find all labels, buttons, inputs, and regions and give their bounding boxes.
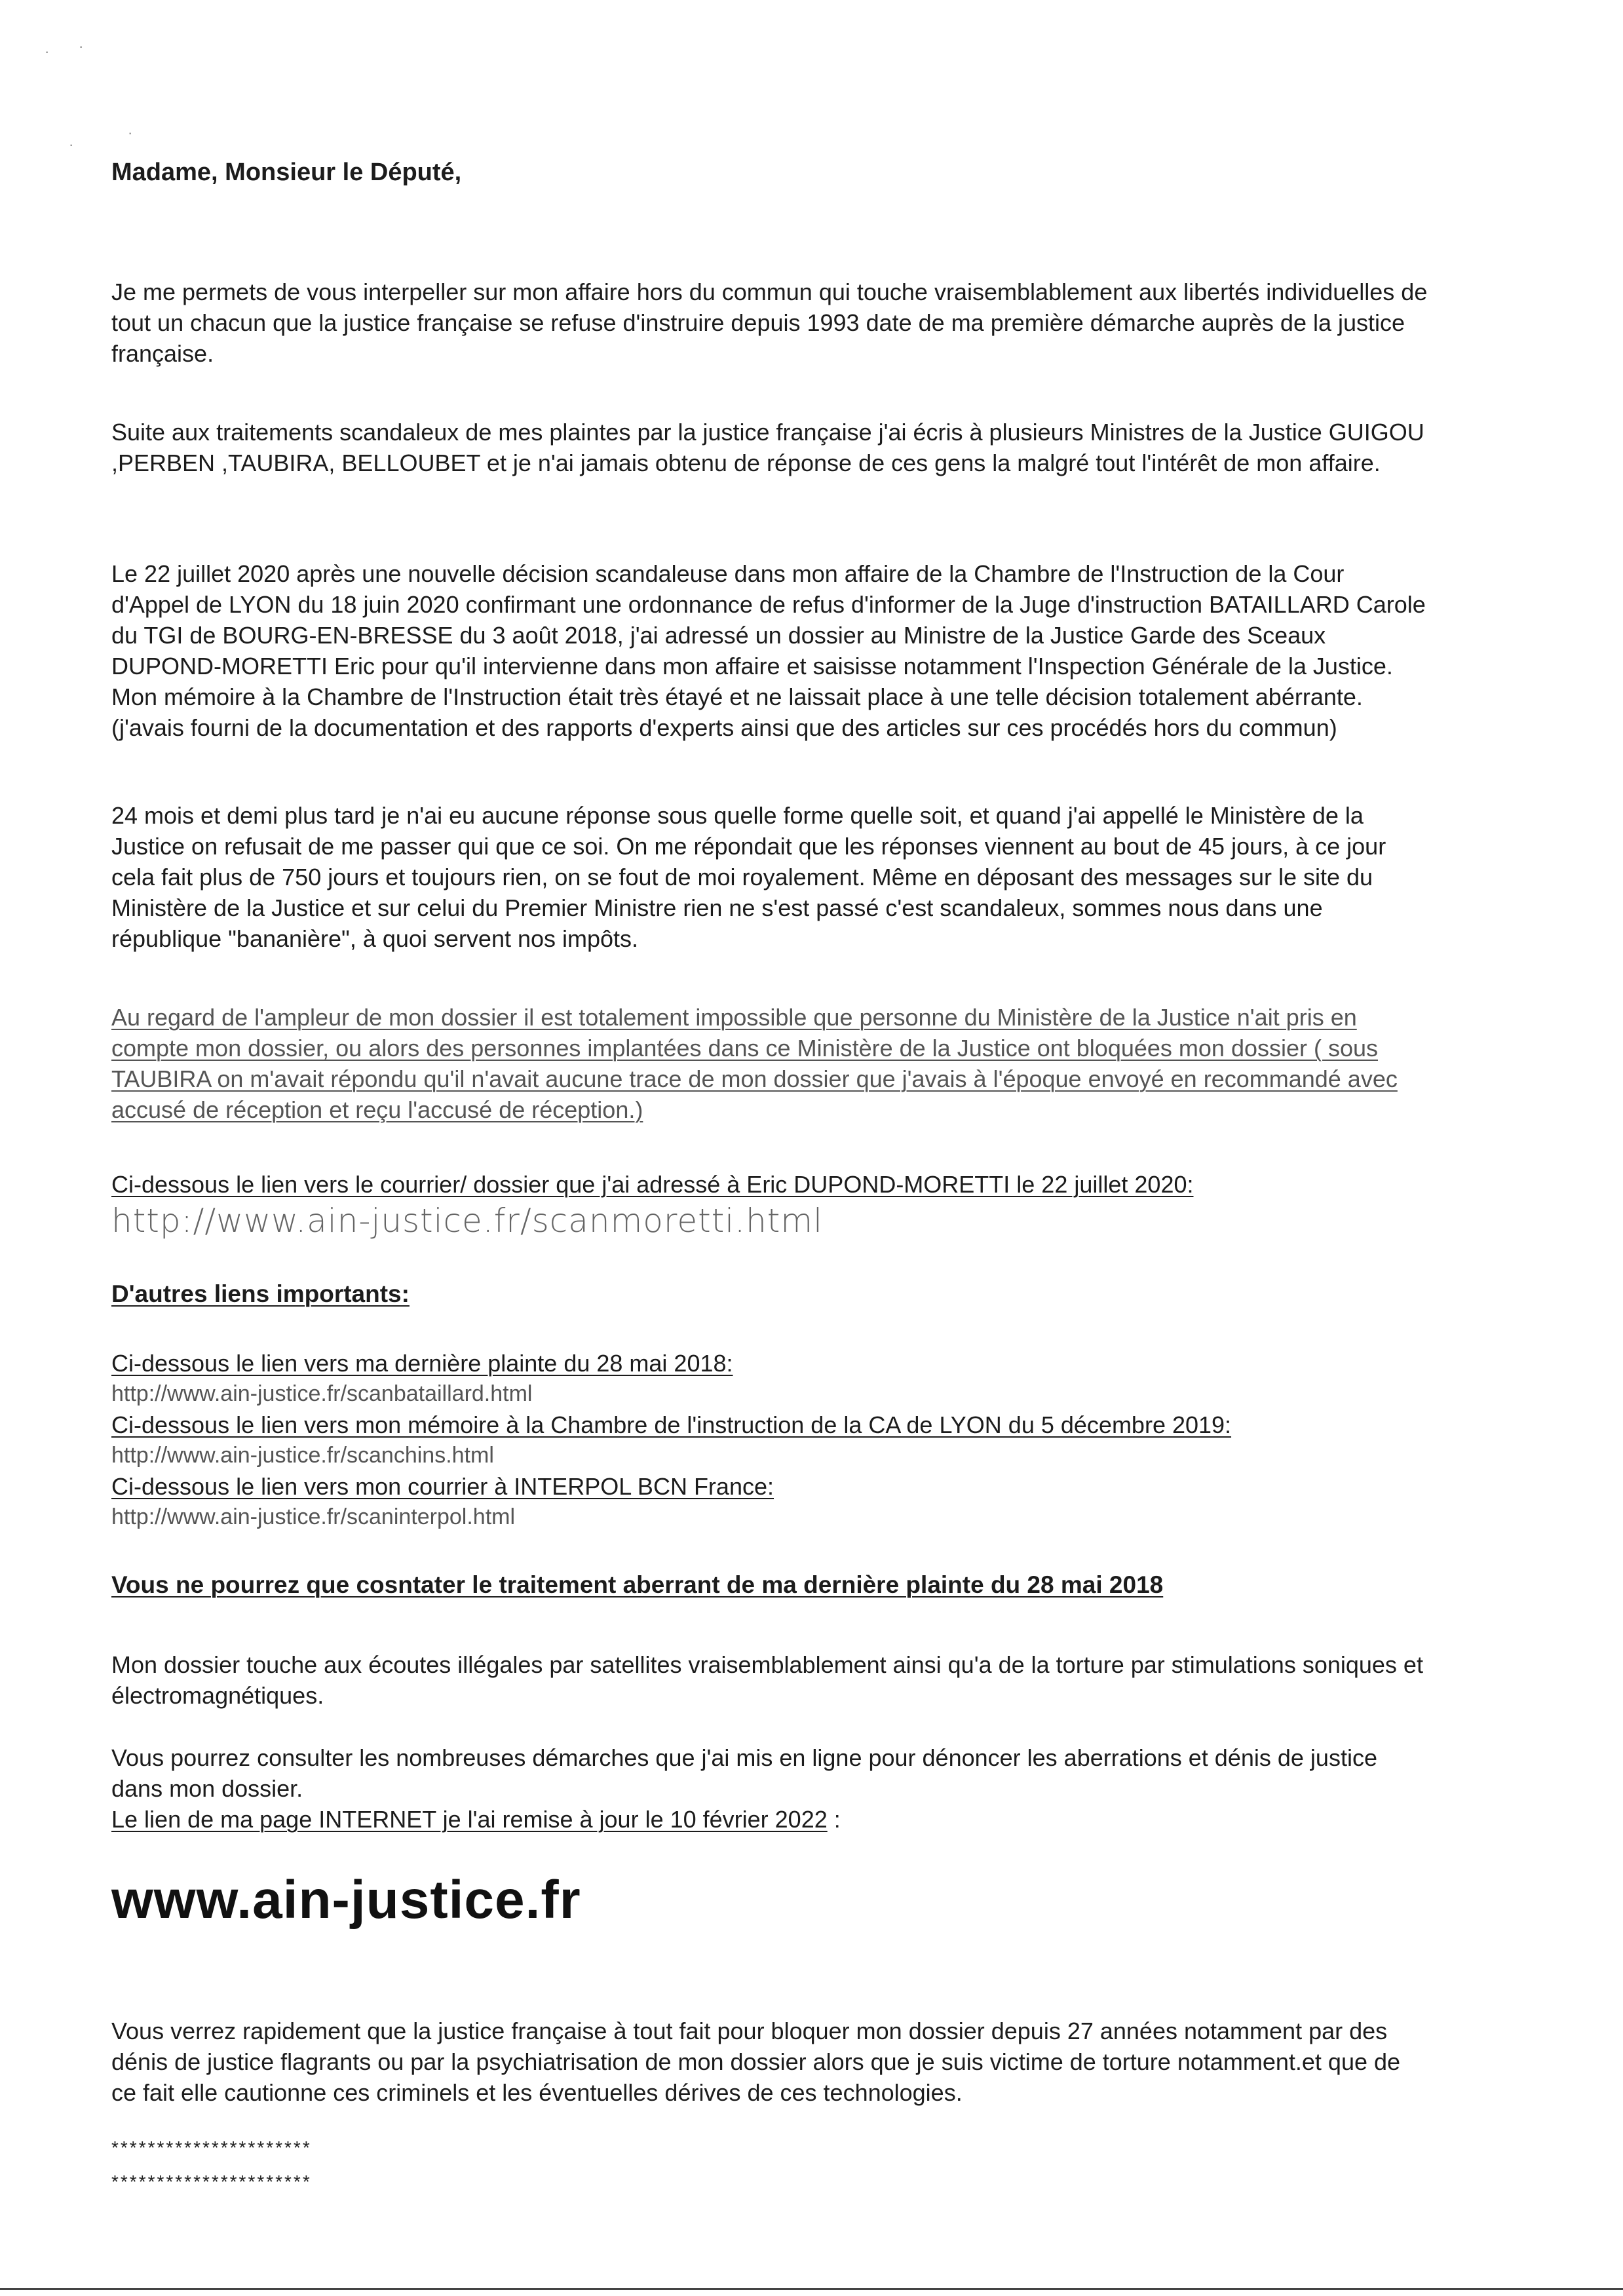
page-link-label: Le lien de ma page INTERNET je l'ai remise à jour le 10 février 2022 [111,1806,828,1833]
notice-heading: Vous ne pourrez que cosntater le traitement aberrant de ma dernière plainte du 28 mai 2018 [111,1571,1164,1598]
scan-speck: · [45,43,50,60]
paragraph-ecoutes: Mon dossier touche aux écoutes illégales par satellites vraisemblablement ainsi qu'a de la torture par stimulations soniques et électromagnétiques. [111,1651,1423,1709]
paragraph-dossier-blocked: Au regard de l'ampleur de mon dossier il est totalement impossible que personne du Ministère de la Justice n'ait pris en compte mon dossier, ou alors des personnes implantées dans ce Ministère de la Justice ont bloquées mon dossier ( sous TAUBIRA on m'avait répondu qu'il n'avait aucune trace de mon dossier que j'avais à l'époque envoyé en recommandé avec accusé de réception et reçu l'accusé de réception.) [111,1004,1398,1123]
scan-speck: · [128,124,133,141]
scan-speck: · [79,38,84,54]
paragraph-conclusion: Vous verrez rapidement que la justice française à tout fait pour bloquer mon dossier depuis 27 années notamment par des dénis de justice flagrants ou par la psychiatrisation de mon dossier alors que je suis victime de torture notamment.et que de ce fait elle cautionne ces criminels et les éventuelles dérives de ces technologies. [111,2018,1401,2106]
link-label-interpol: Ci-dessous le lien vers mon courrier à INTERPOL BCN France: [111,1473,774,1500]
link-label-plainte: Ci-dessous le lien vers ma dernière plainte du 28 mai 2018: [111,1350,733,1377]
moretti-link-url[interactable]: http://www.ain-justice.fr/scanmoretti.html [111,1202,823,1240]
paragraph-intro: Je me permets de vous interpeller sur mon affaire hors du commun qui touche vraisemblablement aux libertés individuelles de tout un chacun que la justice française se refuse d'instruire depuis 1993 date de ma première démarche auprès de la justice française. [111,278,1428,367]
link-url-memoire[interactable]: http://www.ain-justice.fr/scanchins.html [111,1443,494,1468]
greeting: Madame, Monsieur le Député, [111,159,462,186]
site-url[interactable]: www.ain-justice.fr [111,1870,581,1930]
paragraph-ministers: Suite aux traitements scandaleux de mes plaintes par la justice française j'ai écris à plusieurs Ministres de la Justice GUIGOU ,PERBEN ,TAUBIRA, BELLOUBET et je n'ai jamais obtenu de réponse de ces gens la malgré tout l'intérêt de mon affaire. [111,419,1424,476]
other-links-list [111,1348,1428,1533]
paragraph-no-response: 24 mois et demi plus tard je n'ai eu aucune réponse sous quelle forme quelle soit, et quand j'ai appellé le Ministère de la Justice on refusait de me passer qui que ce soi. On me répondait que les réponses viennent au bout de 45 jours, à ce jour cela fait plus de 750 jours et toujours rien, on se fout de moi royalement. Même en déposant des messages sur le site du Ministère de la Justice et sur celui du Premier Ministre rien ne s'est passé c'est scandaleux, sommes nous dans une république "bananière", à quoi servent nos impôts. [111,802,1386,952]
page-bottom-border [0,2288,1623,2290]
separator-stars: ********************** [111,2172,312,2192]
link-url-interpol[interactable]: http://www.ain-justice.fr/scaninterpol.html [111,1504,516,1529]
demarches-text: Vous pourrez consulter les nombreuses démarches que j'ai mis en ligne pour dénoncer les aberrations et dénis de justice dans mon dossier. [111,1744,1377,1802]
paragraph-demarches [111,1742,1428,1835]
page-link-suffix: : [827,1806,841,1833]
separator-stars: ********************** [111,2137,312,2158]
moretti-link-label: Ci-dessous le lien vers le courrier/ dossier que j'ai adressé à Eric DUPOND-MORETTI le 22 juillet 2020: [111,1171,1194,1198]
link-label-memoire: Ci-dessous le lien vers mon mémoire à la Chambre de l'instruction de la CA de LYON du 5 décembre 2019: [111,1411,1232,1438]
other-links-heading: D'autres liens importants: [111,1280,410,1307]
paragraph-decision: Le 22 juillet 2020 après une nouvelle décision scandaleuse dans mon affaire de la Chambre de l'Instruction de la Cour d'Appel de LYON du 18 juin 2020 confirmant une ordonnance de refus d'informer de la Juge d'instruction BATAILLARD Carole du TGI de BOURG-EN-BRESSE du 3 août 2018, j'ai adressé un dossier au Ministre de la Justice Garde des Sceaux DUPOND-MORETTI Eric pour qu'il intervienne dans mon affaire et saisisse notamment l'Inspection Générale de la Justice. Mon mémoire à la Chambre de l'Instruction était très étayé et ne laissait place à une telle décision totalement abérrante. (j'avais fourni de la documentation et des rapports d'experts ainsi que des articles sur ces procédés hors du commun) [111,560,1426,741]
link-url-plainte[interactable]: http://www.ain-justice.fr/scanbataillard.html [111,1381,533,1406]
scan-speck: · [69,136,74,153]
